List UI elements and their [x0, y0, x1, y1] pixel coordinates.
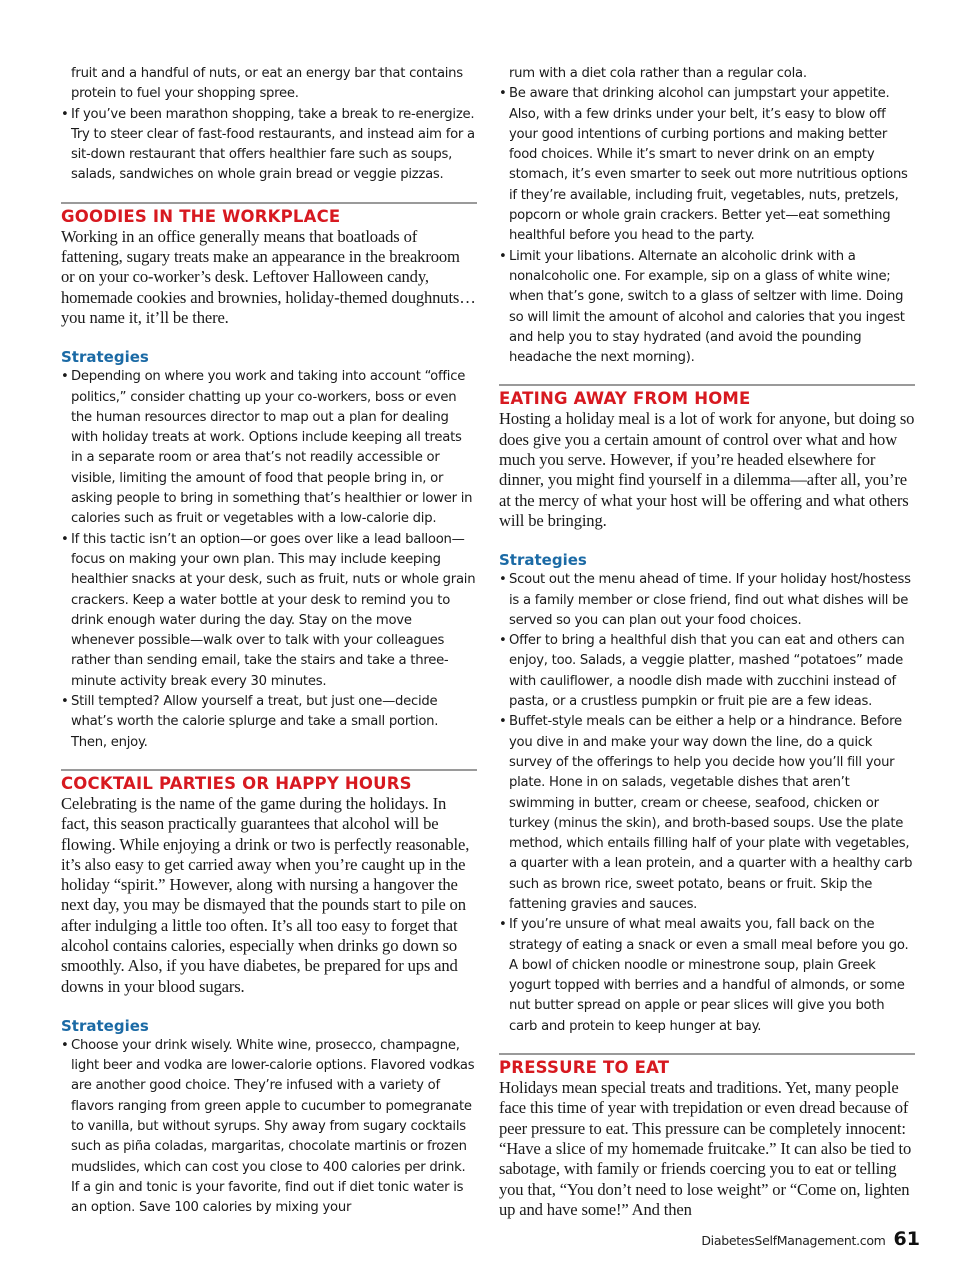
strategies-subheading: Strategies [61, 348, 149, 367]
section-divider [499, 384, 915, 386]
strategies-subheading: Strategies [499, 551, 587, 570]
section-intro: Holidays mean special treats and traditions. Yet, many people face this time of year with trepidation or even dread because of peer pressure to eat. This pressure can be completely innocent: “Have a slice of my homemade fruitcake.” It can also be tied to sabotage, with family or friends coercing you to eat or telling you that, “You don’t need to lose weight” or “Come on, lighten up and have some!” And then [499, 1078, 912, 1219]
bullet-item: • Offer to bring a healthful dish that you can eat and others can enjoy, too. Salads, a veggie platter, mashed “potatoes” made with cauliflower, a noodle dish made with zucchini instead of pasta, or a crustless pumpkin or fruit pie are a few ideas. [499, 631, 915, 712]
section-heading: COCKTAIL PARTIES OR HAPPY HOURS [61, 773, 412, 793]
section-goodies-workplace [61, 202, 477, 753]
section-divider [499, 1053, 915, 1055]
strategies-list [61, 367, 477, 753]
section-intro: Working in an office generally means that boatloads of fattening, sugary treats make an appearance in the breakroom or on your co-worker’s desk. Leftover Halloween candy, homemade cookies and brownies, holiday-themed doughnuts…you name it, it’ll be there. [61, 226, 476, 327]
section-heading: EATING AWAY FROM HOME [499, 389, 751, 409]
section-divider [61, 769, 477, 771]
continued-bullet-text: rum with a diet cola rather than a regular cola. [509, 66, 807, 81]
section-intro: Celebrating is the name of the game during the holidays. In fact, this season practically guarantees that alcohol will be flowing. While enjoying a drink or two is perfectly reasonable, it’s also easy to get carried away when you’re caught up in the holiday “spirit.” However, along with nursing a hangover the next day, you may be dismayed that the pounds start to pile on after indulging a little too often. It’s all too easy to forget that alcohol contains calories, especially when drinks go down so smoothly. Also, if you have diabetes, be prepared for ups and downs in your blood sugars. [61, 793, 470, 996]
bullet-item: • Choose your drink wisely. White wine, prosecco, champagne, light beer and vodka are lower-calorie options. Flavored vodkas are another good choice. They’re infused with a variety of flavors ranging from green apple to cucumber to pomegranate to vanilla, but without syrups. Shy away from sugary cocktails such as piña coladas, margaritas, chocolate martinis or frozen mudslides, which can cost you close to 400 calories per drink. If a gin and tonic is your favorite, find out if diet tonic water is an option. Save 100 calories by mixing your [61, 1036, 477, 1219]
left-column [61, 64, 477, 1219]
page-footer [700, 1228, 920, 1250]
right-column [499, 64, 915, 1220]
section-intro: Hosting a holiday meal is a lot of work for anyone, but doing so does give you a certain amount of control over what and how much you serve. However, if you’re headed elsewhere for dinner, you might find yourself in a dilemma—after all, you’re at the mercy of what your host will be offering and what others will be bringing. [499, 409, 915, 530]
website-url: DiabetesSelfManagement.com [701, 1233, 886, 1248]
section-eating-away [499, 384, 915, 1037]
bullet-item: • Scout out the menu ahead of time. If your holiday host/hostess is a family member or close friend, find out what dishes will be served so you can plan out your food choices. [499, 570, 915, 631]
continued-bullet-text: fruit and a handful of nuts, or eat an energy bar that contains protein to fuel your shopping spree. [71, 66, 463, 102]
bullet-item: • Still tempted? Allow yourself a treat, but just one—decide what’s worth the calorie splurge and take a small portion. Then, enjoy. [61, 692, 477, 753]
section-heading: GOODIES IN THE WORKPLACE [61, 206, 341, 226]
page-number: 61 [893, 1228, 920, 1250]
section-cocktail-parties [61, 769, 477, 1219]
bullet-item: • If you’ve been marathon shopping, take a break to re-energize. Try to steer clear of fast-food restaurants, and instead aim for a sit-down restaurant that offers healthier fare such as soups, salads, sandwiches on whole grain bread or veggie pizzas. [61, 105, 477, 186]
section-heading: PRESSURE TO EAT [499, 1058, 670, 1078]
section-pressure-to-eat [499, 1053, 915, 1220]
bullet-item: • Be aware that drinking alcohol can jumpstart your appetite. Also, with a few drinks under your belt, it’s easy to blow off your good intentions of curbing portions and making better food choices. While it’s smart to never drink on an empty stomach, it’s even smarter to seek out more nutritious options if they’re available, including fruit, vegetables, nuts, pretzels, popcorn or whole grain crackers. Better yet—eat something healthful before you head to the party. [499, 84, 915, 246]
cocktail-bullets-continued [499, 84, 915, 368]
strategies-list [61, 1036, 477, 1219]
bullet-item: • Limit your libations. Alternate an alcoholic drink with a nonalcoholic one. For example, sip on a glass of white wine; when that’s gone, switch to a glass of seltzer with lime. Doing so will limit the amount of alcohol and calories that you ingest and help you to stay hydrated (and avoid the pounding headache the next morning). [499, 247, 915, 369]
bullet-item: • Depending on where you work and taking into account “office politics,” consider chatting up your co-workers, boss or even the human resources director to map out a plan for dealing with holiday treats at work. Options include keeping all treats in a separate room or area that’s not readily accessible or visible, limiting the amount of food that people bring in, or asking people to bring in something that’s healthier or lower in calories such as fruit or vegetables with a low-calorie dip. [61, 367, 477, 529]
bullet-item: • If this tactic isn’t an option—or goes over like a lead balloon—focus on making your own plan. This may include keeping healthier snacks at your desk, such as fruit, nuts or whole grain crackers. Keep a water bottle at your desk to remind you to drink enough water during the day. Stay on the move whenever possible—walk over to talk with your colleagues rather than sending email, take the stairs and take a three-minute activity break every 30 minutes. [61, 530, 477, 692]
strategies-subheading: Strategies [61, 1016, 149, 1035]
section-divider [61, 202, 477, 204]
bullet-item: • Buffet-style meals can be either a help or a hindrance. Before you dive in and make your way down the line, do a quick survey of the offerings to help you decide how you’ll fill your plate. Hone in on salads, vegetable dishes that aren’t swimming in butter, cream or cheese, seafood, chicken or turkey (minus the skin), and broth-based soups. Use the plate method, which entails filling half of your plate with vegetables, a quarter with a lean protein, and a quarter with a healthy carb such as brown rice, sweet potato, beans or fruit. Skip the fattening gravies and sauces. [499, 712, 915, 915]
bullet-item: • If you’re unsure of what meal awaits you, fall back on the strategy of eating a snack or even a small meal before you go. A bowl of chicken noodle or minestrone soup, plain Greek yogurt topped with berries and a handful of almonds, or some nut butter spread on apple or pear slices will give you both carb and protein to keep hunger at bay. [499, 915, 915, 1037]
shopping-bullets [61, 105, 477, 186]
strategies-list [499, 570, 915, 1037]
